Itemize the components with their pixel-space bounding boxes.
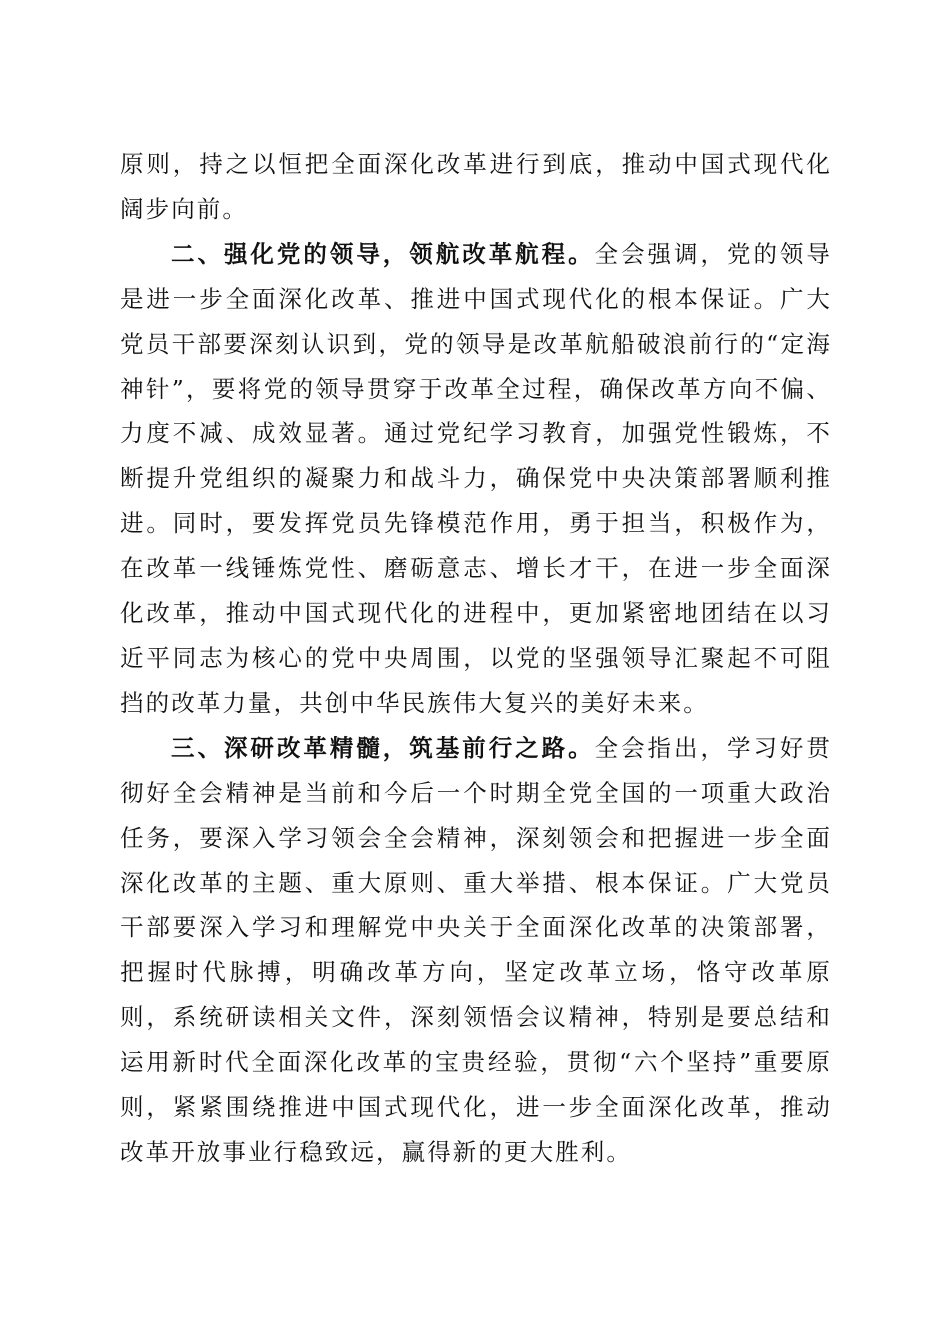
document-body <box>120 142 832 1175</box>
section-heading: 二、强化党的领导，领航改革航程。 <box>171 239 595 268</box>
paragraph-body: 全会指出，学习好贯彻好全会精神是当前和今后一个时期全党全国的一项重大政治任务，要深入学习领会全会精神，深刻领会和把握进一步全面深化改革的主题、重大原则、重大举措、根本保证。广大党员干部要深入学习和理解党中央关于全面深化改革的决策部署，把握时代脉搏，明确改革方向，坚定改革立场，恪守改革原则，系统研读相关文件，深刻领悟会议精神，特别是要总结和运用新时代全面深化改革的宝贵经验，贯彻“六个坚持”重要原则，紧紧围绕推进中国式现代化，进一步全面深化改革，推动改革开放事业行稳致远，赢得新的更大胜利。 <box>120 733 832 1166</box>
paragraph-body: 原则，持之以恒把全面深化改革进行到底，推动中国式现代化阔步向前。 <box>120 150 832 223</box>
paragraph-body: 全会强调，党的领导是进一步全面深化改革、推进中国式现代化的根本保证。广大党员干部要深刻认识到，党的领导是改革航船破浪前行的“定海神针”，要将党的领导贯穿于改革全过程，确保改革方向不偏、力度不减、成效显著。通过党纪学习教育，加强党性锻炼，不断提升党组织的凝聚力和战斗力，确保党中央决策部署顺利推进。同时，要发挥党员先锋模范作用，勇于担当，积极作为，在改革一线锤炼党性、磨砺意志、增长才干，在进一步全面深化改革，推动中国式现代化的进程中，更加紧密地团结在以习近平同志为核心的党中央周围，以党的坚强领导汇聚起不可阻挡的改革力量，共创中华民族伟大复兴的美好未来。 <box>120 239 832 717</box>
section-heading: 三、深研改革精髓，筑基前行之路。 <box>171 733 595 762</box>
paragraph-section-2 <box>120 232 832 726</box>
paragraph-continuation <box>120 142 832 232</box>
paragraph-section-3 <box>120 726 832 1175</box>
